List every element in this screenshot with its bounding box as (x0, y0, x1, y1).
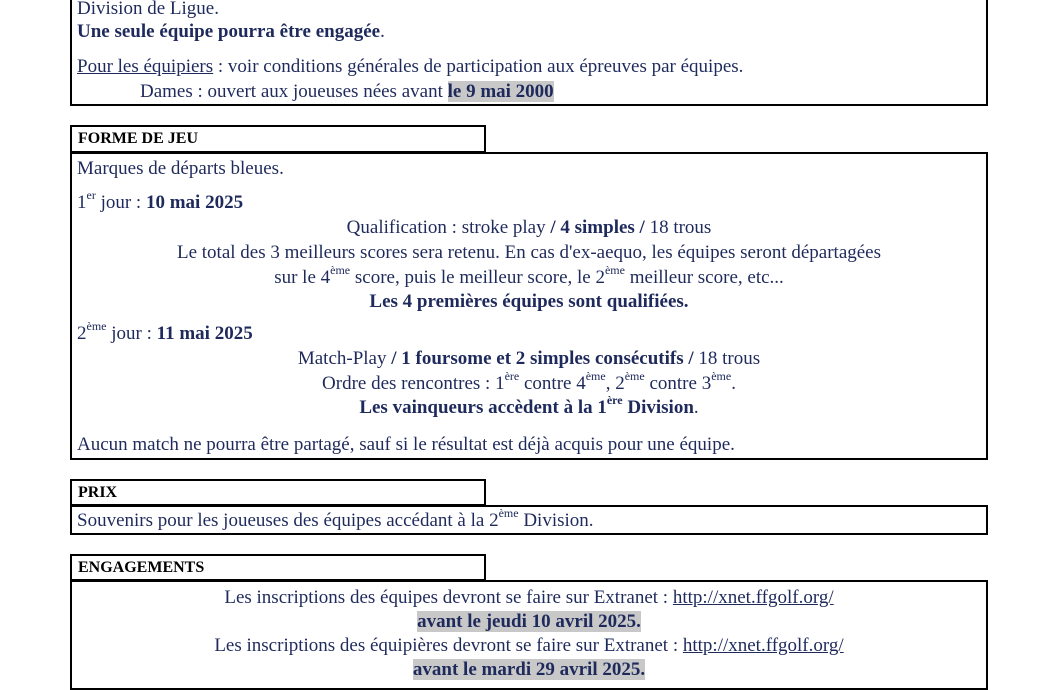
match-order-line: Ordre des rencontres : 1ère contre 4ème, 2ème contre 3ème. (322, 368, 736, 394)
prix-header: PRIX (70, 479, 486, 506)
total-scores-line: Le total des 3 meilleurs scores sera retenu. En cas d'ex-aequo, les équipes seront départagées (176, 242, 882, 263)
team-members-label: Pour les équipiers (77, 56, 214, 77)
extranet-link-2[interactable]: http://xnet.ffgolf.org/ (682, 635, 844, 656)
qualification-line: Qualification : stroke play / 4 simples / 18 trous (346, 217, 712, 238)
dames-eligibility: Dames : ouvert aux joueuses nées avant le 9 mai 2000 (140, 81, 554, 102)
forme-de-jeu-header: FORME DE JEU (70, 125, 486, 153)
tiebreak-line: sur le 4ème score, puis le meilleur score, le 2ème meilleur score, etc... (274, 262, 784, 288)
prix-text: Souvenirs pour les joueuses des équipes accédant à la 2ème Division. (77, 505, 594, 531)
no-halved-match-line: Aucun match ne pourra être partagé, sauf si le résultat est déjà acquis pour une équipe. (77, 434, 735, 455)
team-registration-line: Les inscriptions des équipes devront se faire sur Extranet : http://xnet.ffgolf.org/ (224, 587, 834, 608)
tee-markers: Marques de départs bleues. (77, 158, 284, 179)
birth-date-highlight: le 9 mai 2000 (447, 81, 554, 102)
player-registration-deadline: avant le mardi 29 avril 2025. (412, 659, 646, 680)
day2-line: 2ème jour : 11 mai 2025 (77, 318, 253, 344)
day2-date: 11 mai 2025 (156, 323, 253, 344)
engagements-header: ENGAGEMENTS (70, 554, 486, 581)
day1-line: 1er jour : 10 mai 2025 (77, 187, 244, 213)
extranet-link[interactable]: http://xnet.ffgolf.org/ (672, 587, 834, 608)
one-team-text: Une seule équipe pourra être engagée. (77, 21, 385, 42)
team-members-text: Pour les équipiers : voir conditions générales de participation aux épreuves par équipes. (77, 56, 744, 77)
day1-date: 10 mai 2025 (145, 192, 244, 213)
division-text: Division de Ligue. (77, 0, 219, 19)
match-play-line: Match-Play / 1 foursome et 2 simples consécutifs / 18 trous (297, 348, 761, 369)
qualified-teams-line: Les 4 premières équipes sont qualifiées. (369, 291, 689, 312)
winners-line: Les vainqueurs accèdent à la 1ère Division. (359, 392, 699, 418)
team-registration-deadline: avant le jeudi 10 avril 2025. (417, 611, 641, 632)
player-registration-line: Les inscriptions des équipières devront se faire sur Extranet : http://xnet.ffgolf.org/ (214, 635, 844, 656)
